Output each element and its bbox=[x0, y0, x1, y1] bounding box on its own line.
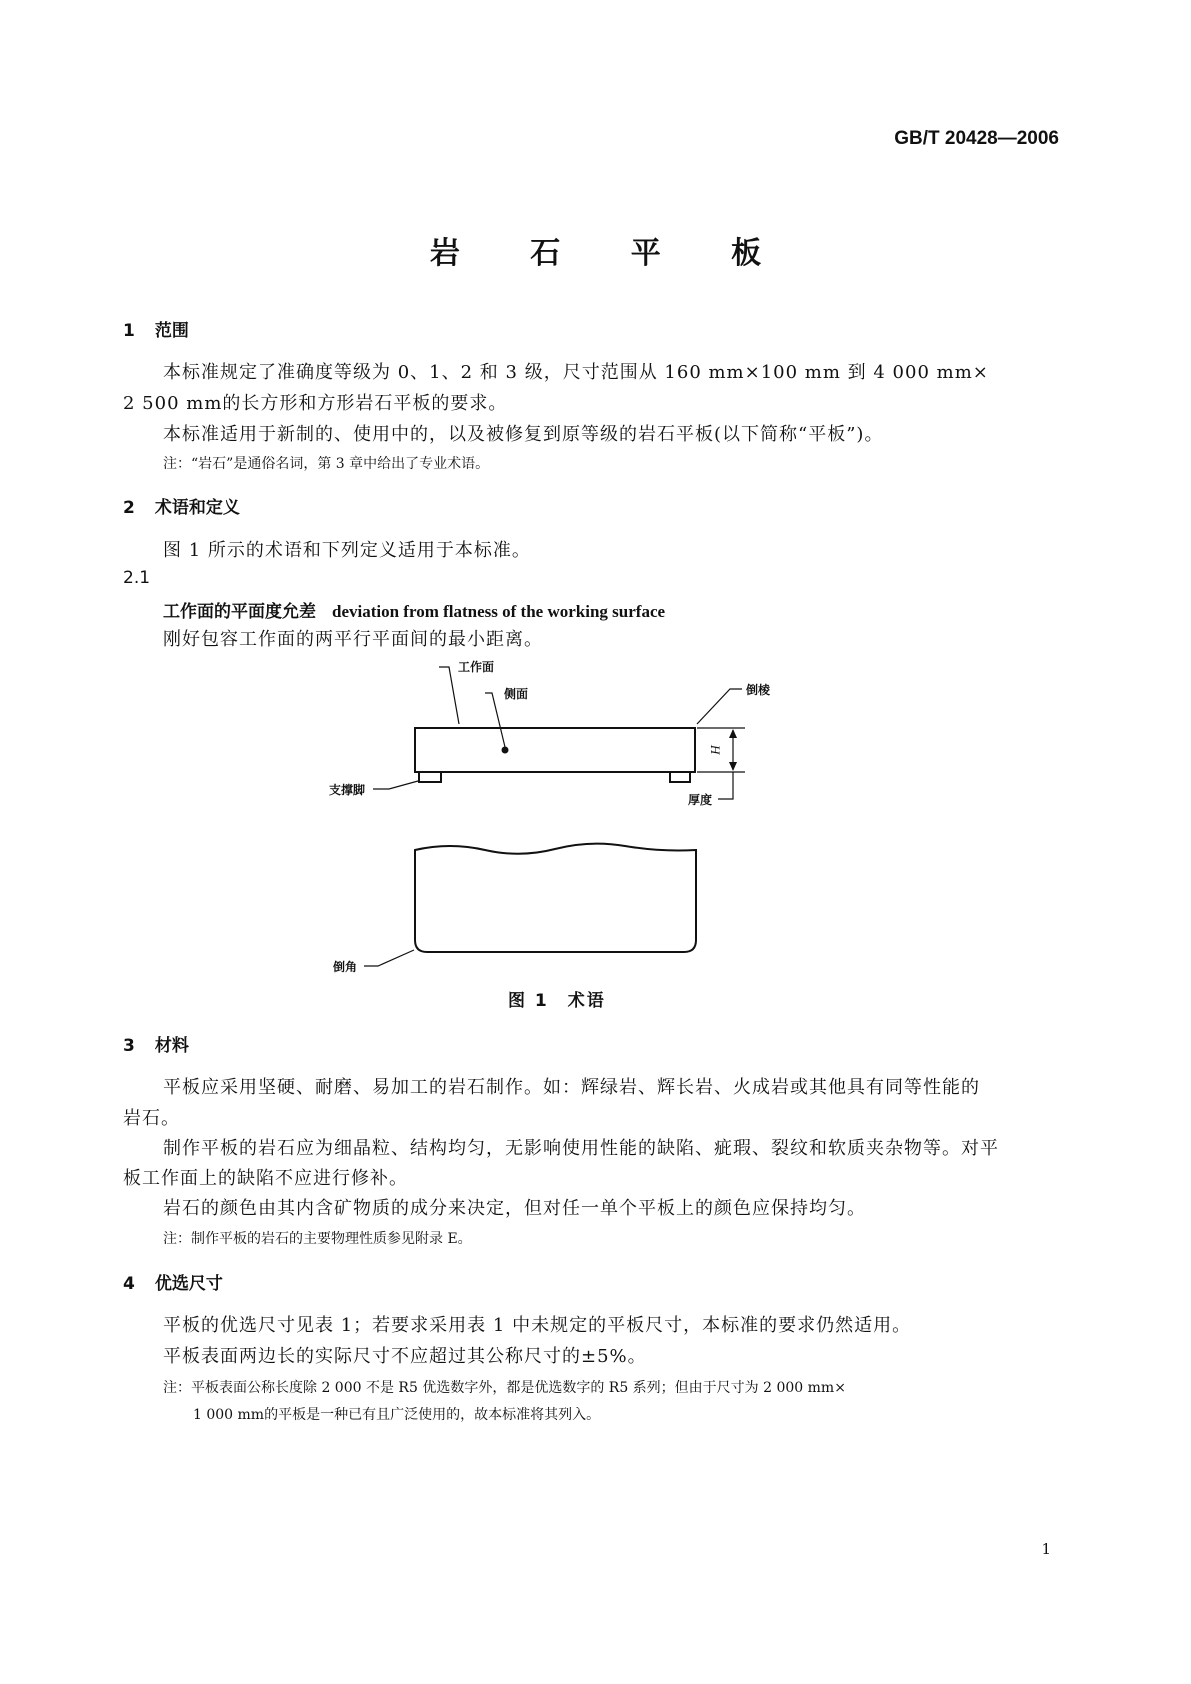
label-working-surface: 工作面 bbox=[458, 660, 495, 674]
s1-para1-line2: 2 500 mm的长方形和方形岩石平板的要求。 bbox=[123, 393, 508, 414]
page-number: 1 bbox=[1041, 1540, 1051, 1558]
leader-chamfer bbox=[697, 689, 742, 724]
figure-caption: 图 1 术语 bbox=[508, 991, 606, 1011]
label-side-face: 侧面 bbox=[504, 687, 529, 701]
s3-para2-line2: 板工作面上的缺陷不应进行修补。 bbox=[123, 1168, 408, 1189]
section-title: 材料 bbox=[154, 1036, 189, 1056]
section-number: 2 bbox=[123, 498, 135, 518]
side-face-point bbox=[502, 747, 509, 754]
s3-para1-line2: 岩石。 bbox=[123, 1108, 180, 1129]
s3-para3: 岩石的颜色由其内含矿物质的成分来决定，但对任一单个平板上的颜色应保持均匀。 bbox=[163, 1198, 866, 1219]
label-thickness: 厚度 bbox=[688, 793, 713, 807]
s1-para2: 本标准适用于新制的、使用中的，以及被修复到原等级的岩石平板(以下简称“平板”)。 bbox=[163, 424, 884, 445]
s4-para1: 平板的优选尺寸见表 1；若要求采用表 1 中未规定的平板尺寸，本标准的要求仍然适用。 bbox=[163, 1315, 912, 1336]
s1-para1-line1: 本标准规定了准确度等级为 0、1、2 和 3 级，尺寸范围从 160 mm×100 mm 到 4 000 mm× bbox=[163, 362, 989, 383]
term-chinese: 工作面的平面度允差 bbox=[163, 602, 316, 622]
label-support-foot: 支撑脚 bbox=[329, 783, 366, 797]
term-definition: 刚好包容工作面的两平行平面间的最小距离。 bbox=[163, 629, 543, 650]
dim-arrow-down bbox=[729, 762, 737, 771]
section-4-heading bbox=[123, 1269, 223, 1294]
section-number: 4 bbox=[123, 1274, 135, 1294]
s4-note-line2: 1 000 mm的平板是一种已有且广泛使用的，故本标准将其列入。 bbox=[193, 1407, 601, 1423]
section-title: 术语和定义 bbox=[154, 498, 240, 518]
s3-note: 注：制作平板的岩石的主要物理性质参见附录 E。 bbox=[163, 1231, 472, 1247]
leader-support-foot bbox=[373, 781, 418, 789]
leader-working-surface bbox=[439, 667, 459, 724]
leader-thickness bbox=[718, 772, 733, 799]
plate-side-view bbox=[415, 728, 695, 772]
term-english: deviation from flatness of the working surface bbox=[332, 602, 666, 621]
document-title: 岩 石 平 板 bbox=[429, 236, 792, 271]
section-number: 1 bbox=[123, 321, 135, 341]
s2-para1: 图 1 所示的术语和下列定义适用于本标准。 bbox=[163, 540, 531, 561]
section-title: 范围 bbox=[154, 321, 189, 341]
s2-1-number: 2.1 bbox=[123, 568, 151, 588]
section-number: 3 bbox=[123, 1036, 135, 1056]
label-h: H bbox=[707, 745, 723, 755]
leader-rounded-corner bbox=[364, 950, 414, 966]
section-title: 优选尺寸 bbox=[154, 1274, 223, 1294]
s4-note-line1: 注：平板表面公称长度除 2 000 不是 R5 优选数字外，都是优选数字的 R5 系列；但由于尺寸为 2 000 mm× bbox=[163, 1380, 846, 1396]
section-3-heading bbox=[123, 1031, 189, 1056]
support-foot-left bbox=[419, 772, 441, 782]
s3-para1-line1: 平板应采用坚硬、耐磨、易加工的岩石制作。如：辉绿岩、辉长岩、火成岩或其他具有同等性能的 bbox=[163, 1077, 980, 1098]
dim-arrow-up bbox=[729, 729, 737, 738]
plate-plan-view bbox=[415, 844, 696, 952]
label-rounded-corner: 倒角 bbox=[333, 960, 358, 974]
standard-code: GB/T 20428—2006 bbox=[894, 128, 1059, 149]
label-chamfer-edge: 倒棱 bbox=[746, 683, 771, 697]
s1-note: 注：“岩石”是通俗名词，第 3 章中给出了专业术语。 bbox=[163, 456, 490, 472]
s4-para2: 平板表面两边长的实际尺寸不应超过其公称尺寸的±5%。 bbox=[163, 1346, 647, 1367]
support-foot-right bbox=[670, 772, 690, 782]
s3-para2-line1: 制作平板的岩石应为细晶粒、结构均匀，无影响使用性能的缺陷、疵瑕、裂纹和软质夹杂物等。对平 bbox=[163, 1138, 999, 1159]
leader-side-face bbox=[485, 693, 505, 747]
